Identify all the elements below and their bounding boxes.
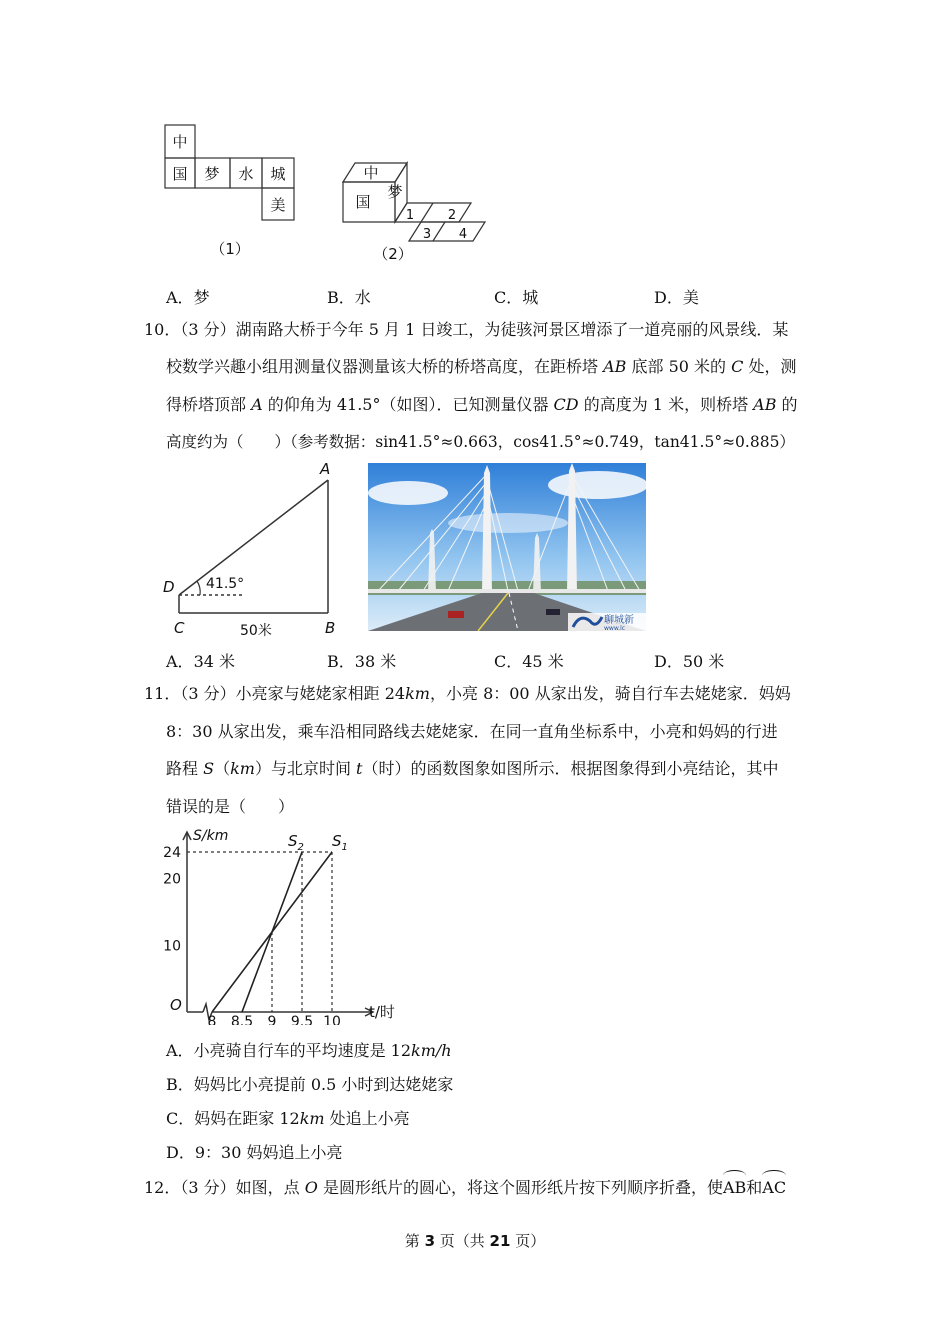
- page-footer: 第 3 页（共 21 页）: [404, 1232, 546, 1250]
- cube-side: 梦: [387, 183, 403, 201]
- x-tick-9-5: 9.5: [290, 1014, 314, 1025]
- q10-line-4: 高度约为（ ）（参考数据：sin41.5°≈0.663，cos41.5°≈0.749，tan41.5°≈0.885）: [166, 433, 795, 451]
- angle-label: 41.5°: [206, 576, 245, 592]
- point-c: C: [174, 619, 185, 637]
- cube-top: 中: [363, 164, 379, 182]
- arc-ab: AB: [722, 1178, 747, 1197]
- y-tick-24: 24: [163, 845, 181, 861]
- x-tick-10: 10: [323, 1014, 341, 1025]
- x-axis-label: t/时: [369, 1003, 395, 1021]
- origin-label: O: [170, 996, 182, 1014]
- q11-line-4: 错误的是（ ）: [166, 797, 295, 816]
- x-tick-9: 9: [267, 1014, 277, 1025]
- cube-cell-1: 1: [405, 208, 415, 223]
- triangle-figure: [160, 458, 350, 643]
- q10-option-d[interactable]: D．50 米: [654, 652, 725, 671]
- cube-front: 国: [355, 193, 371, 211]
- x-tick-8-5: 8.5: [230, 1014, 254, 1025]
- q9-option-b[interactable]: B．水: [327, 288, 371, 307]
- distance-time-chart: [155, 820, 415, 1025]
- q10-option-b[interactable]: B．38 米: [327, 652, 397, 671]
- q11-option-c[interactable]: C．妈妈在距家 12km 处追上小亮: [166, 1109, 410, 1128]
- net-cell-1: 国: [172, 165, 188, 183]
- arc-ac: AC: [762, 1178, 787, 1197]
- cube-cell-4: 4: [458, 227, 468, 242]
- q10-line-1: 10．（3 分）湖南路大桥于今年 5 月 1 日竣工，为徒骇河景区增添了一道亮丽的风景线．某: [144, 320, 789, 339]
- cube-net-figure: [160, 120, 310, 260]
- base-label: 50米: [240, 623, 272, 639]
- q9-option-a[interactable]: A．梦: [166, 288, 210, 307]
- point-a: A: [320, 460, 331, 478]
- total-pages: 21: [489, 1232, 511, 1250]
- q11-option-d[interactable]: D．9：30 妈妈追上小亮: [166, 1143, 343, 1162]
- photo-url: www.lc: [604, 625, 626, 631]
- y-tick-10: 10: [163, 938, 181, 955]
- net-cell-2: 梦: [204, 165, 220, 183]
- net-cell-bottom: 美: [270, 196, 286, 214]
- series-label-s2: $S_2$: [288, 832, 304, 853]
- point-b: B: [325, 619, 336, 637]
- x-tick-8: 8: [207, 1014, 217, 1025]
- q11-line-1: 11．（3 分）小亮家与姥姥家相距 24km，小亮 8：00 从家出发，骑自行车去姥姥家．妈妈: [144, 684, 791, 703]
- q10-option-a[interactable]: A．34 米: [166, 652, 236, 671]
- current-page: 3: [424, 1232, 435, 1250]
- q10-line-2: 校数学兴趣小组用测量仪器测量该大桥的桥塔高度，在距桥塔 AB 底部 50 米的 C 处，测: [166, 357, 797, 376]
- q11-line-2: 8：30 从家出发，乘车沿相同路线去姥姥家．在同一直角坐标系中，小亮和妈妈的行进: [166, 722, 778, 741]
- q9-option-d[interactable]: D．美: [654, 288, 699, 307]
- q11-option-a[interactable]: A．小亮骑自行车的平均速度是 12km/h: [166, 1041, 452, 1060]
- bridge-photo: [368, 463, 646, 631]
- photo-watermark: 聊城新: [604, 615, 634, 626]
- net-cell-top: 中: [172, 133, 188, 151]
- y-tick-20: 20: [163, 871, 181, 888]
- q10-option-c[interactable]: C．45 米: [494, 652, 564, 671]
- net-cell-3: 水: [238, 165, 254, 183]
- cube-figure: [335, 155, 495, 267]
- y-axis-label: S/km: [193, 828, 229, 844]
- cube-cell-2: 2: [447, 208, 457, 223]
- point-d: D: [163, 578, 175, 596]
- q9-option-c[interactable]: C．城: [494, 288, 539, 307]
- net-cell-4: 城: [270, 165, 286, 183]
- net-caption: （1）: [210, 240, 250, 258]
- series-label-s1: $S_1$: [332, 832, 348, 853]
- cube-cell-3: 3: [422, 227, 432, 242]
- cube-caption: （2）: [373, 245, 413, 263]
- q10-line-3: 得桥塔顶部 A 的仰角为 41.5°（如图）．已知测量仪器 CD 的高度为 1 米，则桥塔 AB 的: [166, 395, 798, 414]
- q11-line-3: 路程 S（km）与北京时间 t（时）的函数图象如图所示．根据图象得到小亮结论，其中: [166, 759, 779, 778]
- q12-line-1: 12．（3 分）如图，点 O 是圆形纸片的圆心，将这个圆形纸片按下列顺序折叠，使AB和AC: [144, 1178, 787, 1197]
- q11-option-b[interactable]: B．妈妈比小亮提前 0.5 小时到达姥姥家: [166, 1075, 454, 1094]
